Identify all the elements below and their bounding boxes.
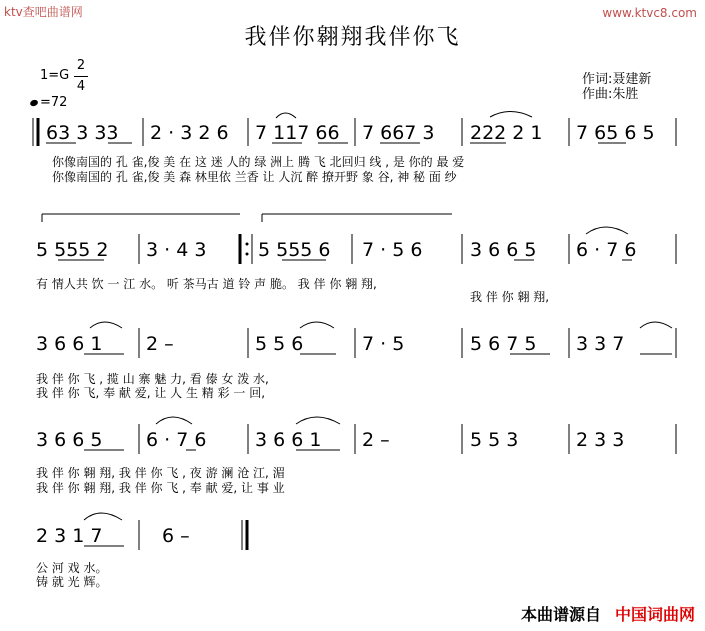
lyricist: 作词:聂建新	[582, 72, 652, 87]
measure: 2 · 3 2 6	[150, 122, 229, 144]
measure: 222 2 1	[470, 122, 543, 144]
measure: 5 5 6	[255, 333, 304, 355]
measure: 3 3 7	[576, 333, 625, 355]
lyrics-line: 你像南国的 孔 雀,俊 美 在 这 迷 人的 绿 洲上 腾 飞 北回归 线 , 是 你的 最 爱	[52, 155, 465, 169]
measure: 63 3 33	[46, 122, 119, 144]
measure: 6 · 7 6	[146, 429, 207, 451]
measure: 7 · 5 6	[362, 239, 423, 261]
lyrics-line: 铸 就 光 辉。	[36, 575, 108, 589]
time-signature-top: 2	[76, 58, 86, 73]
slur-mark	[90, 322, 122, 328]
measure: 5 555 2	[36, 239, 109, 261]
slur-mark	[490, 112, 532, 118]
measure: 2 –	[146, 333, 174, 355]
lyrics-line: 我 伴 你 飞, 奉 献 爱, 让 人 生 精 彩 一 回,	[36, 386, 266, 400]
measure: 6 · 7 6	[576, 239, 637, 261]
measure: 2 –	[362, 429, 390, 451]
composer: 作曲:朱胜	[582, 87, 639, 102]
lyrics-line: 有 情人共 饮 一 江 水。 听 茶马古 道 铃 声 脆。 我 伴 你 翱 翔,	[36, 277, 377, 291]
repeat-dot	[246, 243, 249, 246]
repeat-dot	[246, 253, 249, 256]
measure: 7 117 66	[255, 122, 340, 144]
slur-mark	[586, 227, 628, 234]
lyrics-line: 我 伴 你 翱 翔, 我 伴 你 飞 , 奉 献 爱, 让 事 业	[36, 481, 285, 495]
footer-site-link[interactable]: 中国词曲网	[614, 605, 695, 624]
measure: 5 6 7 5	[470, 333, 537, 355]
slur-mark	[296, 417, 340, 424]
lyrics-line: 我 伴 你 翱 翔,	[470, 290, 550, 304]
slur-mark	[300, 322, 334, 328]
key-signature: 1=G	[40, 68, 70, 83]
tempo-value: =72	[40, 95, 68, 110]
measure: 6 –	[162, 525, 190, 547]
lyrics-line: 我 伴 你 飞 , 揽 山 寨 魅 力, 看 傣 女 泼 水,	[36, 372, 269, 386]
measure: 3 6 6 5	[470, 239, 537, 261]
measure: 7 667 3	[362, 122, 435, 144]
measure: 2 3 1 7	[36, 525, 103, 547]
watermark-right: www.ktvc8.com	[602, 6, 697, 20]
footer-source-label: 本曲谱源自	[520, 605, 601, 624]
measure: 5 5 3	[470, 429, 519, 451]
measure: 3 6 6 1	[255, 429, 322, 451]
page-title: 我伴你翱翔我伴你飞	[244, 25, 461, 50]
lyrics-line: 你像南国的 孔 雀,俊 美 森 林里依 兰香 让 人沉 醉 撩开野 象 谷, 神 秘 面 纱	[52, 170, 457, 184]
lyrics-line: 我 伴 你 翱 翔, 我 伴 你 飞 , 夜 游 澜 沧 江, 湄	[36, 466, 285, 480]
measure: 7 65 6 5	[576, 122, 655, 144]
slur-mark	[84, 513, 122, 520]
footer-source	[521, 602, 695, 625]
slur-mark	[276, 113, 296, 118]
measure: 3 6 6 1	[36, 333, 103, 355]
time-signature-bottom: 4	[76, 79, 86, 94]
measure: 5 555 6	[258, 239, 331, 261]
measure: 3 6 6 5	[36, 429, 103, 451]
slur-mark	[640, 322, 672, 328]
measure: 3 · 4 3	[146, 239, 207, 261]
measure: 7 · 5	[362, 333, 405, 355]
lyrics-line: 公 河 戏 水。	[36, 561, 108, 575]
slur-mark	[156, 417, 192, 424]
measure: 2 3 3	[576, 429, 625, 451]
watermark-left: ktv查吧曲谱网	[4, 5, 83, 19]
